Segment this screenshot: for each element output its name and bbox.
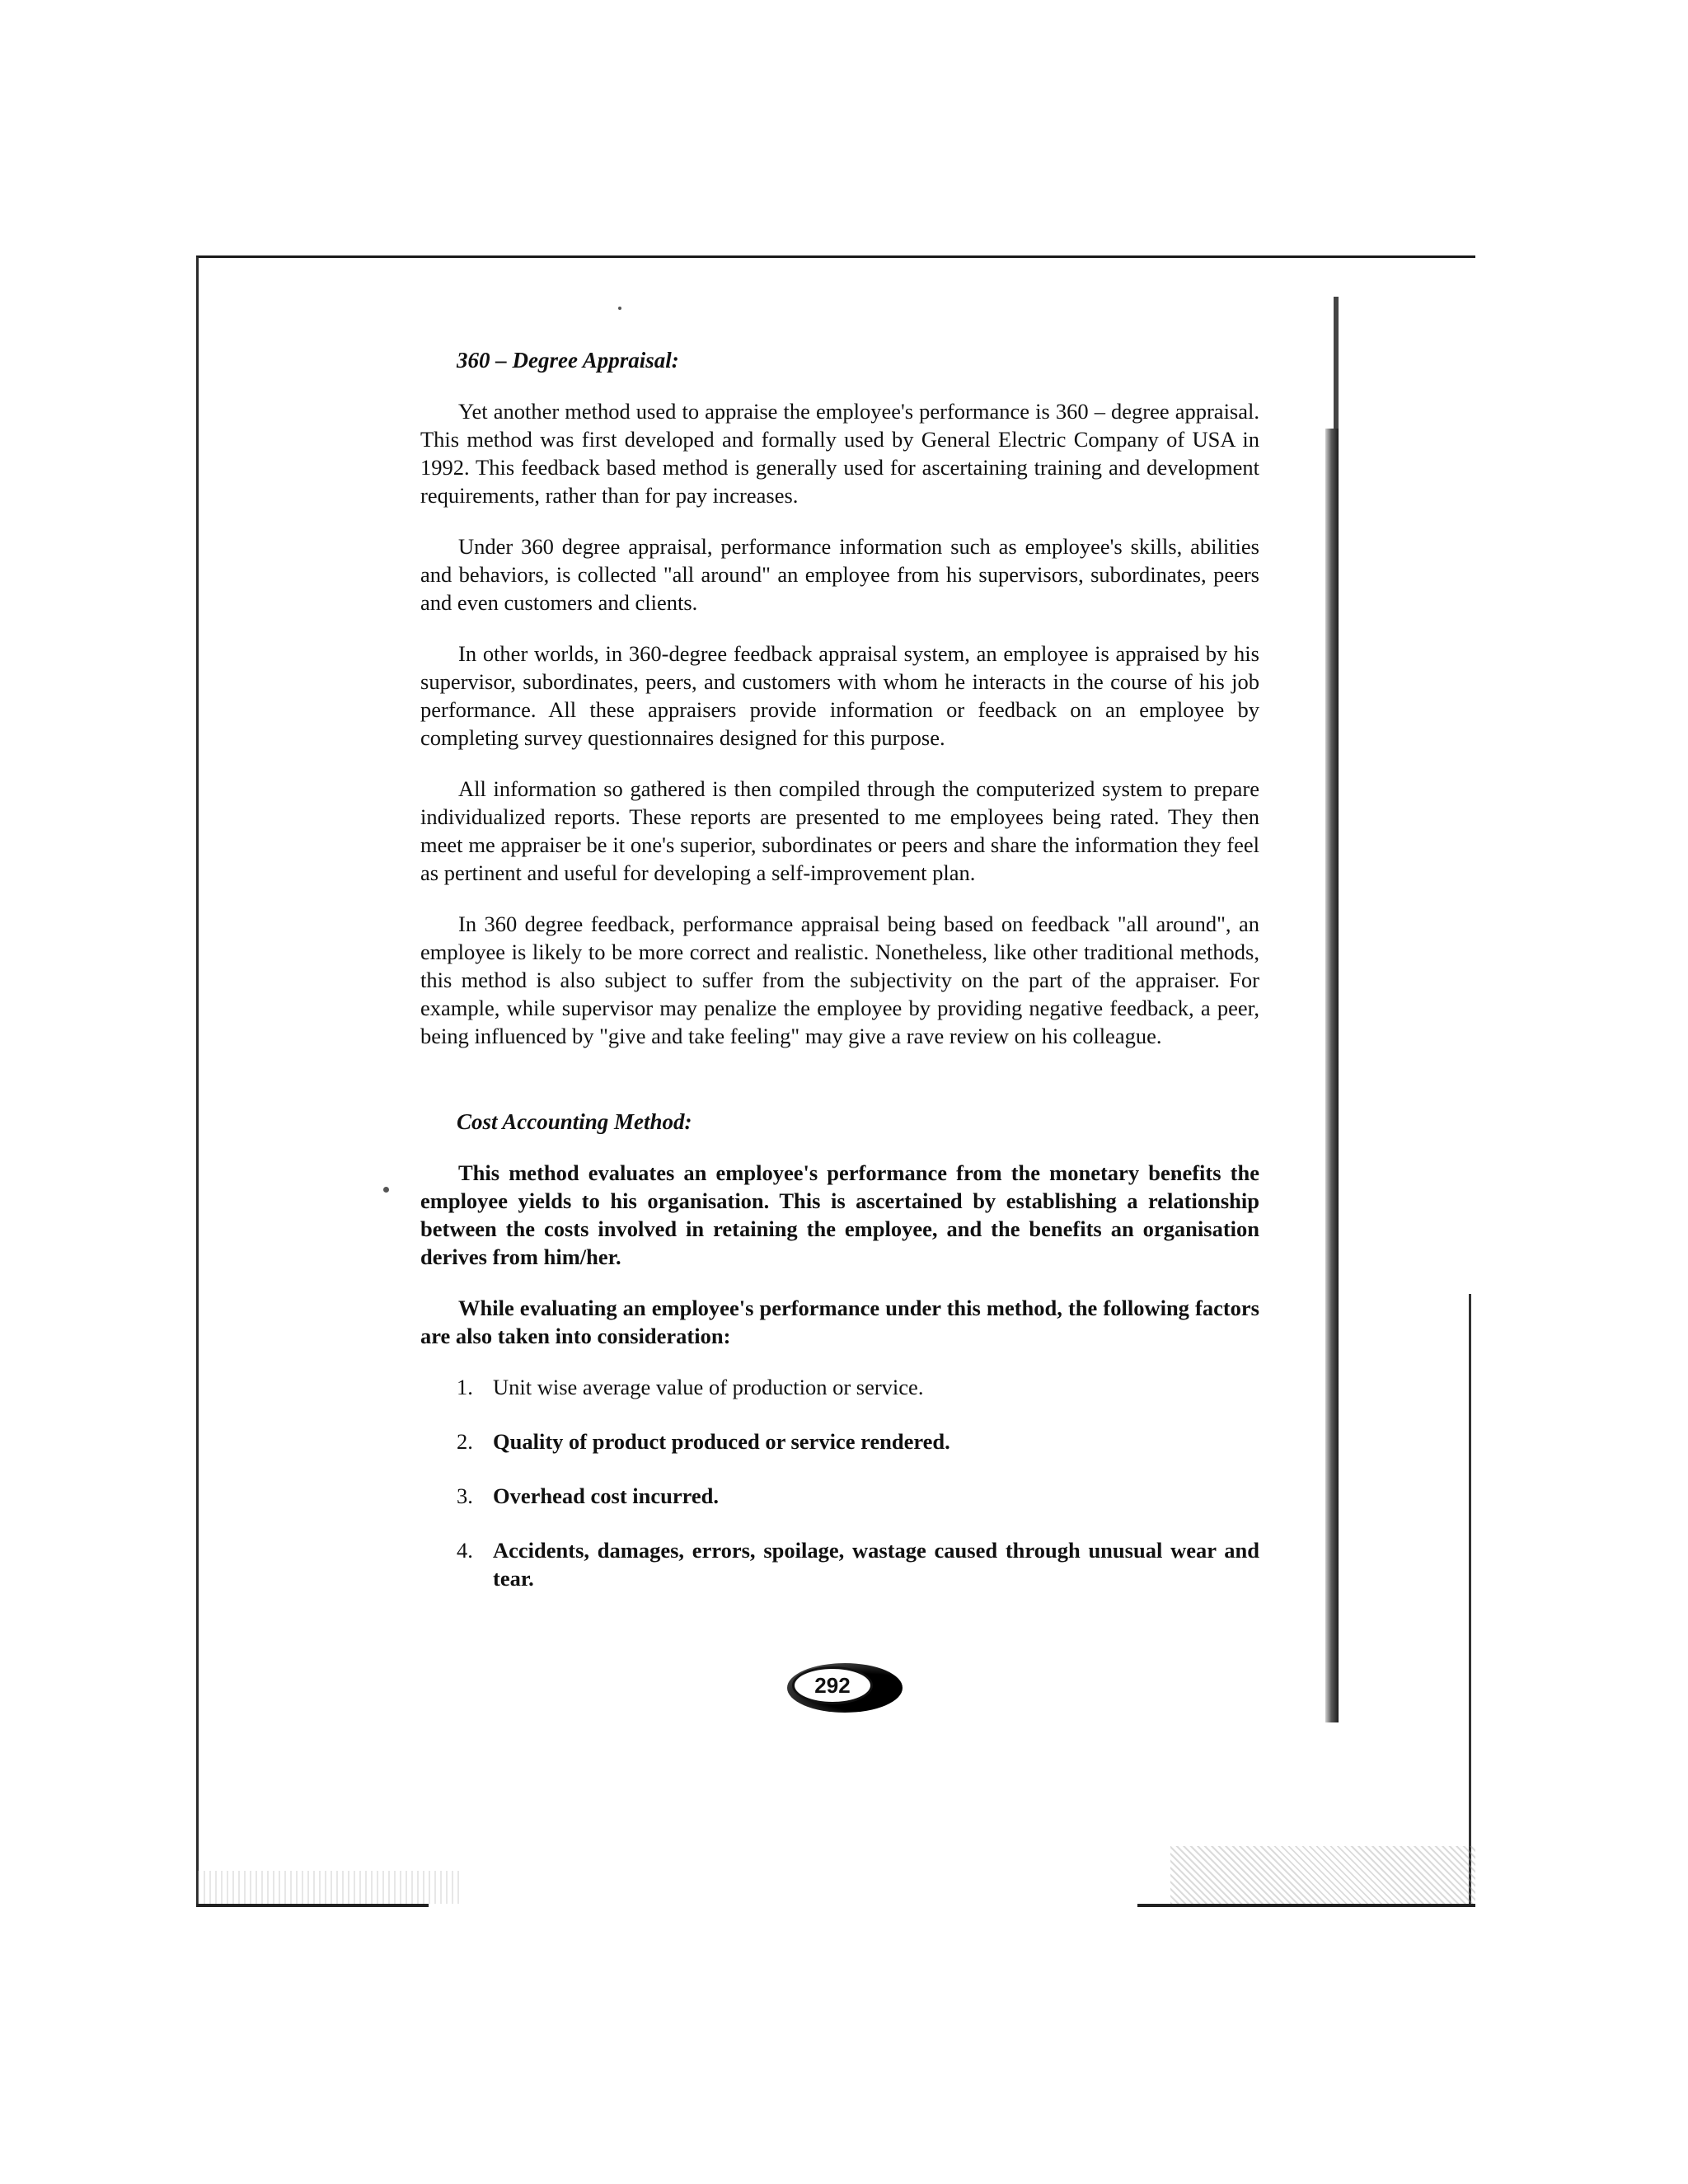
list-item-text: Quality of product produced or service rendered. [493,1429,950,1454]
list-item [420,1373,1259,1401]
paragraph: While evaluating an employee's performance under this method, the following factors are also taken into consideration: [420,1296,1259,1348]
scan-noise-bottom-left [198,1871,462,1904]
list-item-text: Unit wise average value of production or service. [493,1375,924,1399]
list-item [420,1482,1259,1510]
page-number-badge [787,1663,903,1713]
page-border-right [1469,1294,1471,1904]
list-item [420,1427,1259,1455]
paragraph: Under 360 degree appraisal, performance information such as employee's skills, abilities and behaviors, is collected "all around" an employee from his supervisors, subordinates, peers and even customers and clients. [420,534,1259,615]
list-item-number: 3. [457,1483,473,1508]
paragraph: All information so gathered is then compiled through the computerized system to prepare individualized reports. These reports are presented to me employees being rated. They then meet me appraiser be it one's superior, subordinates or peers and share the information they feel as pertinent and useful for developing a self-improvement plan. [420,776,1259,885]
paragraph: Yet another method used to appraise the employee's performance is 360 – degree appraisal. This method was first developed and formally used by General Electric Company of USA in 1992. This feedback based method is generally used for ascertaining training and development requirements, rather than for pay increases. [420,399,1259,508]
scan-speck [383,1187,389,1193]
list-item-text: Overhead cost incurred. [493,1483,720,1508]
paragraph: In 360 degree feedback, performance appraisal being based on feedback "all around", an employee is likely to be more correct and realistic. Nonetheless, like other traditional methods, this method is also subject to suffer from the subjectivity on the part of the appraiser. For example, while supervisor may penalize the employee by providing negative feedback, a peer, being influenced by "give and take feeling" may give a rave review on his colleague. [420,912,1259,1048]
page-border-top [196,255,1475,258]
scan-shadow-top [1334,297,1339,429]
scan-shadow-right [1325,429,1339,1722]
page-number: 292 [792,1666,873,1704]
list-item-number: 4. [457,1538,473,1563]
list-item [420,1536,1259,1592]
section-gap [420,1073,1259,1108]
page-border-left [196,257,199,1907]
list-item-number: 1. [457,1375,473,1399]
scan-noise-bottom-right [1170,1846,1475,1904]
factors-list [420,1373,1259,1592]
scan-speck [618,307,621,310]
section-heading-cost-accounting: Cost Accounting Method: [457,1109,692,1134]
list-item-number: 2. [457,1429,473,1454]
paragraph: This method evaluates an employee's performance from the monetary benefits the employee yields to his organisation. This is ascertained by establishing a relationship between the costs involved in retaining the employee, and the benefits an organisation derives from him/her. [420,1160,1259,1269]
page-content [420,346,1259,1619]
list-item-text: Accidents, damages, errors, spoilage, wastage caused through unusual wear and tear. [493,1538,1259,1591]
paragraph: In other worlds, in 360-degree feedback appraisal system, an employee is appraised by his supervisor, subordinates, peers, and customers with whom he interacts in the course of his job performance. All these appraisers provide information or feedback on an employee by completing survey questionnaires designed for this purpose. [420,641,1259,750]
section-heading-360-degree: 360 – Degree Appraisal: [457,348,679,373]
page-border-gap [429,1904,1137,1907]
